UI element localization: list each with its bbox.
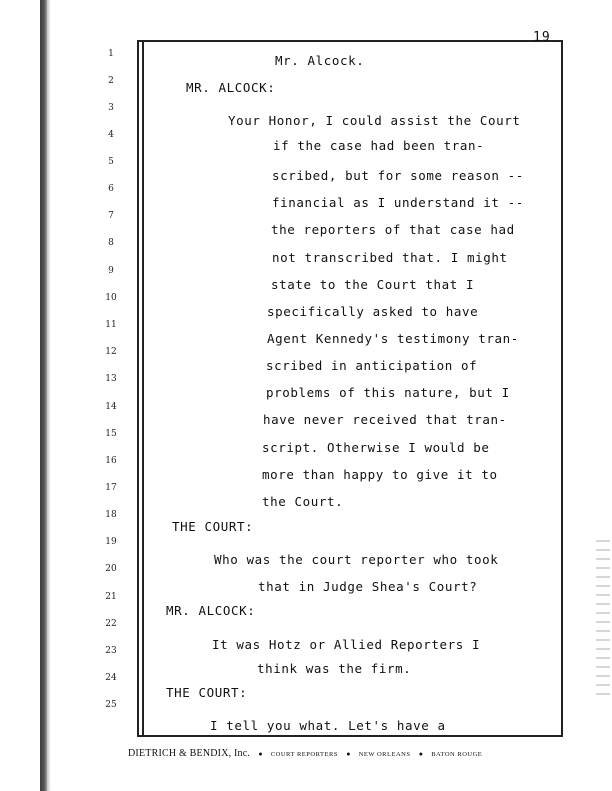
line-number: 3 [108,103,114,113]
speaker-label: MR. ALCOCK: [186,80,276,95]
transcript-line: think was the firm. [257,661,412,676]
line-number: 21 [105,592,117,602]
speaker-label: MR. ALCOCK: [166,603,256,618]
transcript-line: Mr. Alcock. [275,53,365,68]
line-number: 4 [108,130,114,140]
transcript-line: financial as I understand it -- [272,195,524,210]
footer-item: BATON ROUGE [431,751,483,758]
line-number: 23 [105,646,117,656]
line-number: 20 [105,564,117,574]
transcript-line: scribed, but for some reason -- [272,168,524,183]
line-number: 12 [105,347,117,357]
transcript-line: the Court. [262,494,344,509]
transcript-line: scribed in anticipation of [266,358,478,373]
transcript-line: Who was the court reporter who took [214,552,499,567]
line-number: 18 [105,510,117,520]
transcript-line: the reporters of that case had [271,222,515,237]
transcript-line: that in Judge Shea's Court? [258,579,478,594]
bullet-icon: ● [346,750,351,758]
transcript-line: more than happy to give it to [262,467,498,482]
line-number: 2 [108,76,114,86]
transcript-line: I tell you what. Let's have a [210,718,446,733]
transcript-line: Your Honor, I could assist the Court [228,113,521,128]
transcript-line: state to the Court that I [271,277,475,292]
footer-item: COURT REPORTERS [270,751,338,758]
transcript-line: problems of this nature, but I [266,385,510,400]
transcript-line: specifically asked to have [267,304,479,319]
transcript-margin-rule [142,40,144,737]
scan-edge-marks [596,540,610,700]
reporter-footer [128,748,568,759]
line-number: 16 [105,456,117,466]
binding-shadow [47,0,51,791]
speaker-label: THE COURT: [172,519,254,534]
line-number: 13 [105,374,117,384]
binding-edge [40,0,47,791]
page-number: 19 [533,30,551,45]
line-number: 17 [105,483,117,493]
line-number: 5 [108,157,114,167]
line-number: 11 [105,320,117,330]
line-number: 19 [105,537,117,547]
line-number: 6 [108,184,114,194]
transcript-line: Agent Kennedy's testimony tran- [267,331,519,346]
bullet-icon: ● [418,750,423,758]
line-number: 10 [105,293,117,303]
transcript-line: It was Hotz or Allied Reporters I [212,637,481,652]
bullet-icon: ● [258,750,263,758]
transcript-line: script. Otherwise I would be [262,440,490,455]
line-number: 14 [105,402,117,412]
line-number: 24 [105,673,117,683]
line-number: 22 [105,619,117,629]
line-number: 8 [108,238,114,248]
line-number: 15 [105,429,117,439]
line-number: 9 [108,266,114,276]
line-number: 1 [108,49,114,59]
firm-name: DIETRICH & BENDIX, Inc. [128,748,251,759]
line-number: 7 [108,211,114,221]
footer-item: NEW ORLEANS [358,751,411,758]
line-number: 25 [105,700,117,710]
transcript-line: not transcribed that. I might [272,250,508,265]
transcript-line: have never received that tran- [263,412,507,427]
transcript-line: if the case had been tran- [273,138,485,153]
speaker-label: THE COURT: [166,685,248,700]
